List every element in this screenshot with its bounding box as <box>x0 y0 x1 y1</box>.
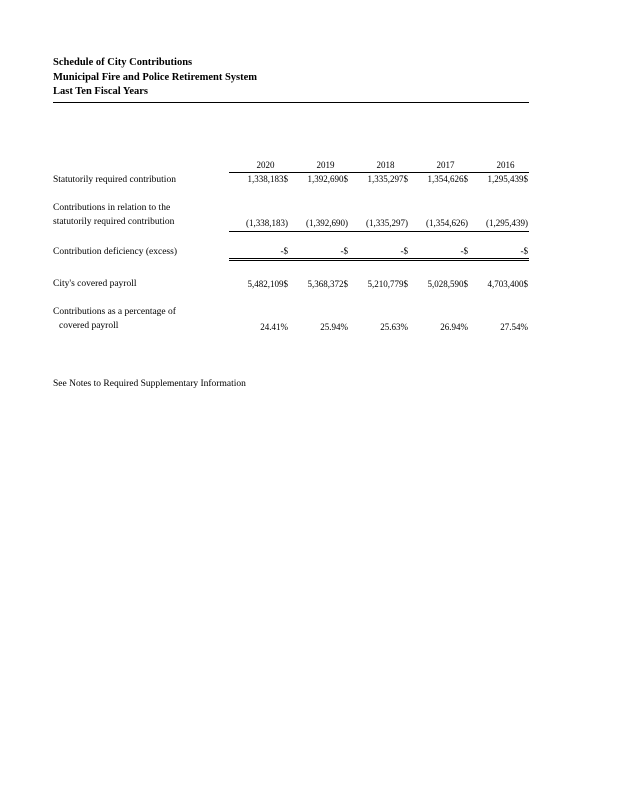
report-title: Schedule of City Contributions <box>53 57 193 68</box>
table-row <box>229 321 529 333</box>
value-cell: (1,392,690) <box>306 218 348 228</box>
value-cell: 5,028,590$ <box>427 279 468 289</box>
value-cell: 1,392,690$ <box>307 174 348 184</box>
total-double-rule <box>229 258 529 261</box>
subtotal-rule <box>229 231 529 232</box>
value-cell: 5,368,372$ <box>307 279 348 289</box>
value-cell: 1,295,439$ <box>487 174 528 184</box>
year-header-row <box>229 159 529 171</box>
footnote: See Notes to Required Supplementary Information <box>53 379 246 389</box>
value-cell: -$ <box>340 246 348 256</box>
table-row <box>229 173 529 185</box>
row-label-contribution-deficiency: Contribution deficiency (excess) <box>53 247 177 257</box>
value-cell: 24.41% <box>260 322 288 332</box>
row-label-covered-payroll: City's covered payroll <box>53 279 137 289</box>
year-header: 2016 <box>496 160 515 170</box>
value-cell: 5,210,779$ <box>367 279 408 289</box>
year-header: 2018 <box>376 160 395 170</box>
value-cell: 1,338,183$ <box>247 174 288 184</box>
report-period: Last Ten Fiscal Years <box>53 86 148 97</box>
table-row <box>229 217 529 229</box>
year-header: 2019 <box>316 160 335 170</box>
value-cell: (1,354,626) <box>426 218 468 228</box>
year-header: 2017 <box>436 160 455 170</box>
value-cell: 5,482,109$ <box>247 279 288 289</box>
value-cell: -$ <box>400 246 408 256</box>
year-header: 2020 <box>256 160 275 170</box>
value-cell: 25.94% <box>320 322 348 332</box>
value-cell: 26.94% <box>440 322 468 332</box>
value-cell: 4,703,400$ <box>487 279 528 289</box>
value-cell: (1,335,297) <box>366 218 408 228</box>
row-label-contribution-percentage: Contributions as a percentage of covered payroll <box>53 307 176 331</box>
report-subtitle: Municipal Fire and Police Retirement System <box>53 71 258 83</box>
value-cell: (1,338,183) <box>246 218 288 228</box>
report-header <box>53 56 529 103</box>
value-cell: 27.54% <box>500 322 528 332</box>
value-cell: -$ <box>520 246 528 256</box>
row-label-contributions-in-relation: Contributions in relation to the statutorily required contribution <box>53 203 175 227</box>
value-cell: -$ <box>460 246 468 256</box>
value-cell: -$ <box>280 246 288 256</box>
value-cell: 1,354,626$ <box>427 174 468 184</box>
row-label-statutory-contribution: Statutorily required contribution <box>53 175 176 185</box>
table-row <box>229 245 529 257</box>
value-cell: 25.63% <box>380 322 408 332</box>
value-cell: (1,295,439) <box>486 218 528 228</box>
value-cell: 1,335,297$ <box>367 174 408 184</box>
table-row <box>229 278 529 290</box>
